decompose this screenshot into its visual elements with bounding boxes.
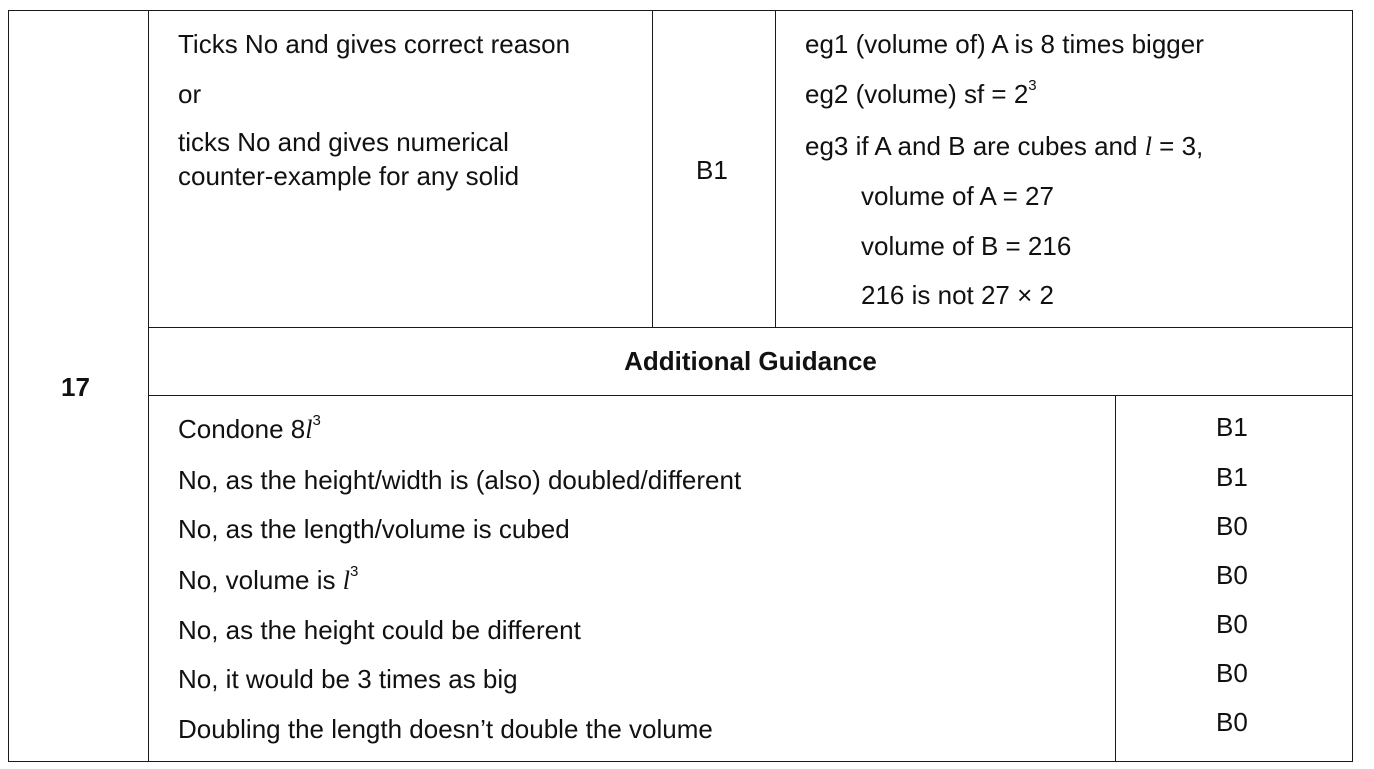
- guidance-row-1-pre: Condone 8: [178, 414, 306, 444]
- example-3-line-3: volume of B = 216: [861, 231, 1072, 261]
- table-border: [8, 10, 1353, 762]
- divider-question-col: [148, 10, 149, 762]
- guidance-row-3: No, as the length/volume is cubed: [178, 514, 570, 544]
- guidance-header: Additional Guidance: [624, 346, 877, 376]
- guidance-row-4-variable: l: [342, 566, 350, 595]
- guidance-row-1-variable: l: [305, 415, 313, 444]
- example-3-post: = 3,: [1151, 131, 1204, 161]
- guidance-row-1-exponent: 3: [312, 412, 321, 430]
- example-3: [805, 131, 1203, 162]
- example-3-line-2: volume of A = 27: [861, 181, 1054, 211]
- divider-answer-mark: [652, 10, 653, 328]
- guidance-row-2: No, as the height/width is (also) doubled/different: [178, 465, 742, 495]
- answer-line-or: or: [178, 79, 202, 109]
- guidance-mark-6: B0: [1216, 658, 1248, 688]
- guidance-row-5: No, as the height could be different: [178, 615, 581, 645]
- example-2-exponent: 3: [1028, 77, 1037, 95]
- guidance-mark-1: B1: [1216, 412, 1248, 442]
- example-1: eg1 (volume of) A is 8 times bigger: [805, 29, 1204, 59]
- mark-value: B1: [696, 155, 728, 185]
- guidance-row-1: [178, 414, 321, 445]
- guidance-row-4-pre: No, volume is: [178, 565, 343, 595]
- guidance-mark-7: B0: [1216, 707, 1248, 737]
- guidance-mark-5: B0: [1216, 609, 1248, 639]
- answer-line-1: Ticks No and gives correct reason: [178, 29, 571, 59]
- example-2-text: eg2 (volume) sf = 2: [805, 79, 1029, 109]
- guidance-row-4-exponent: 3: [349, 563, 359, 581]
- guidance-row-4: [178, 565, 358, 596]
- question-number: 17: [61, 372, 90, 402]
- guidance-mark-3: B0: [1216, 511, 1248, 541]
- divider-mark-comments: [775, 10, 776, 328]
- answer-line-3a: ticks No and gives numerical: [178, 127, 509, 157]
- guidance-row-6: No, it would be 3 times as big: [178, 664, 518, 694]
- guidance-row-7: Doubling the length doesn’t double the volume: [178, 714, 713, 744]
- divider-guidance-marks: [1115, 395, 1116, 762]
- divider-top-guidance: [148, 327, 1353, 328]
- guidance-mark-4: B0: [1216, 560, 1248, 590]
- divider-guidance-header: [148, 395, 1353, 396]
- example-3-variable: l: [1144, 132, 1152, 161]
- answer-line-3b: counter-example for any solid: [178, 161, 520, 191]
- example-2: [805, 79, 1037, 109]
- example-3-pre: eg3 if A and B are cubes and: [805, 131, 1145, 161]
- example-3-line-4: 216 is not 27 × 2: [861, 280, 1054, 310]
- guidance-mark-2: B1: [1216, 462, 1248, 492]
